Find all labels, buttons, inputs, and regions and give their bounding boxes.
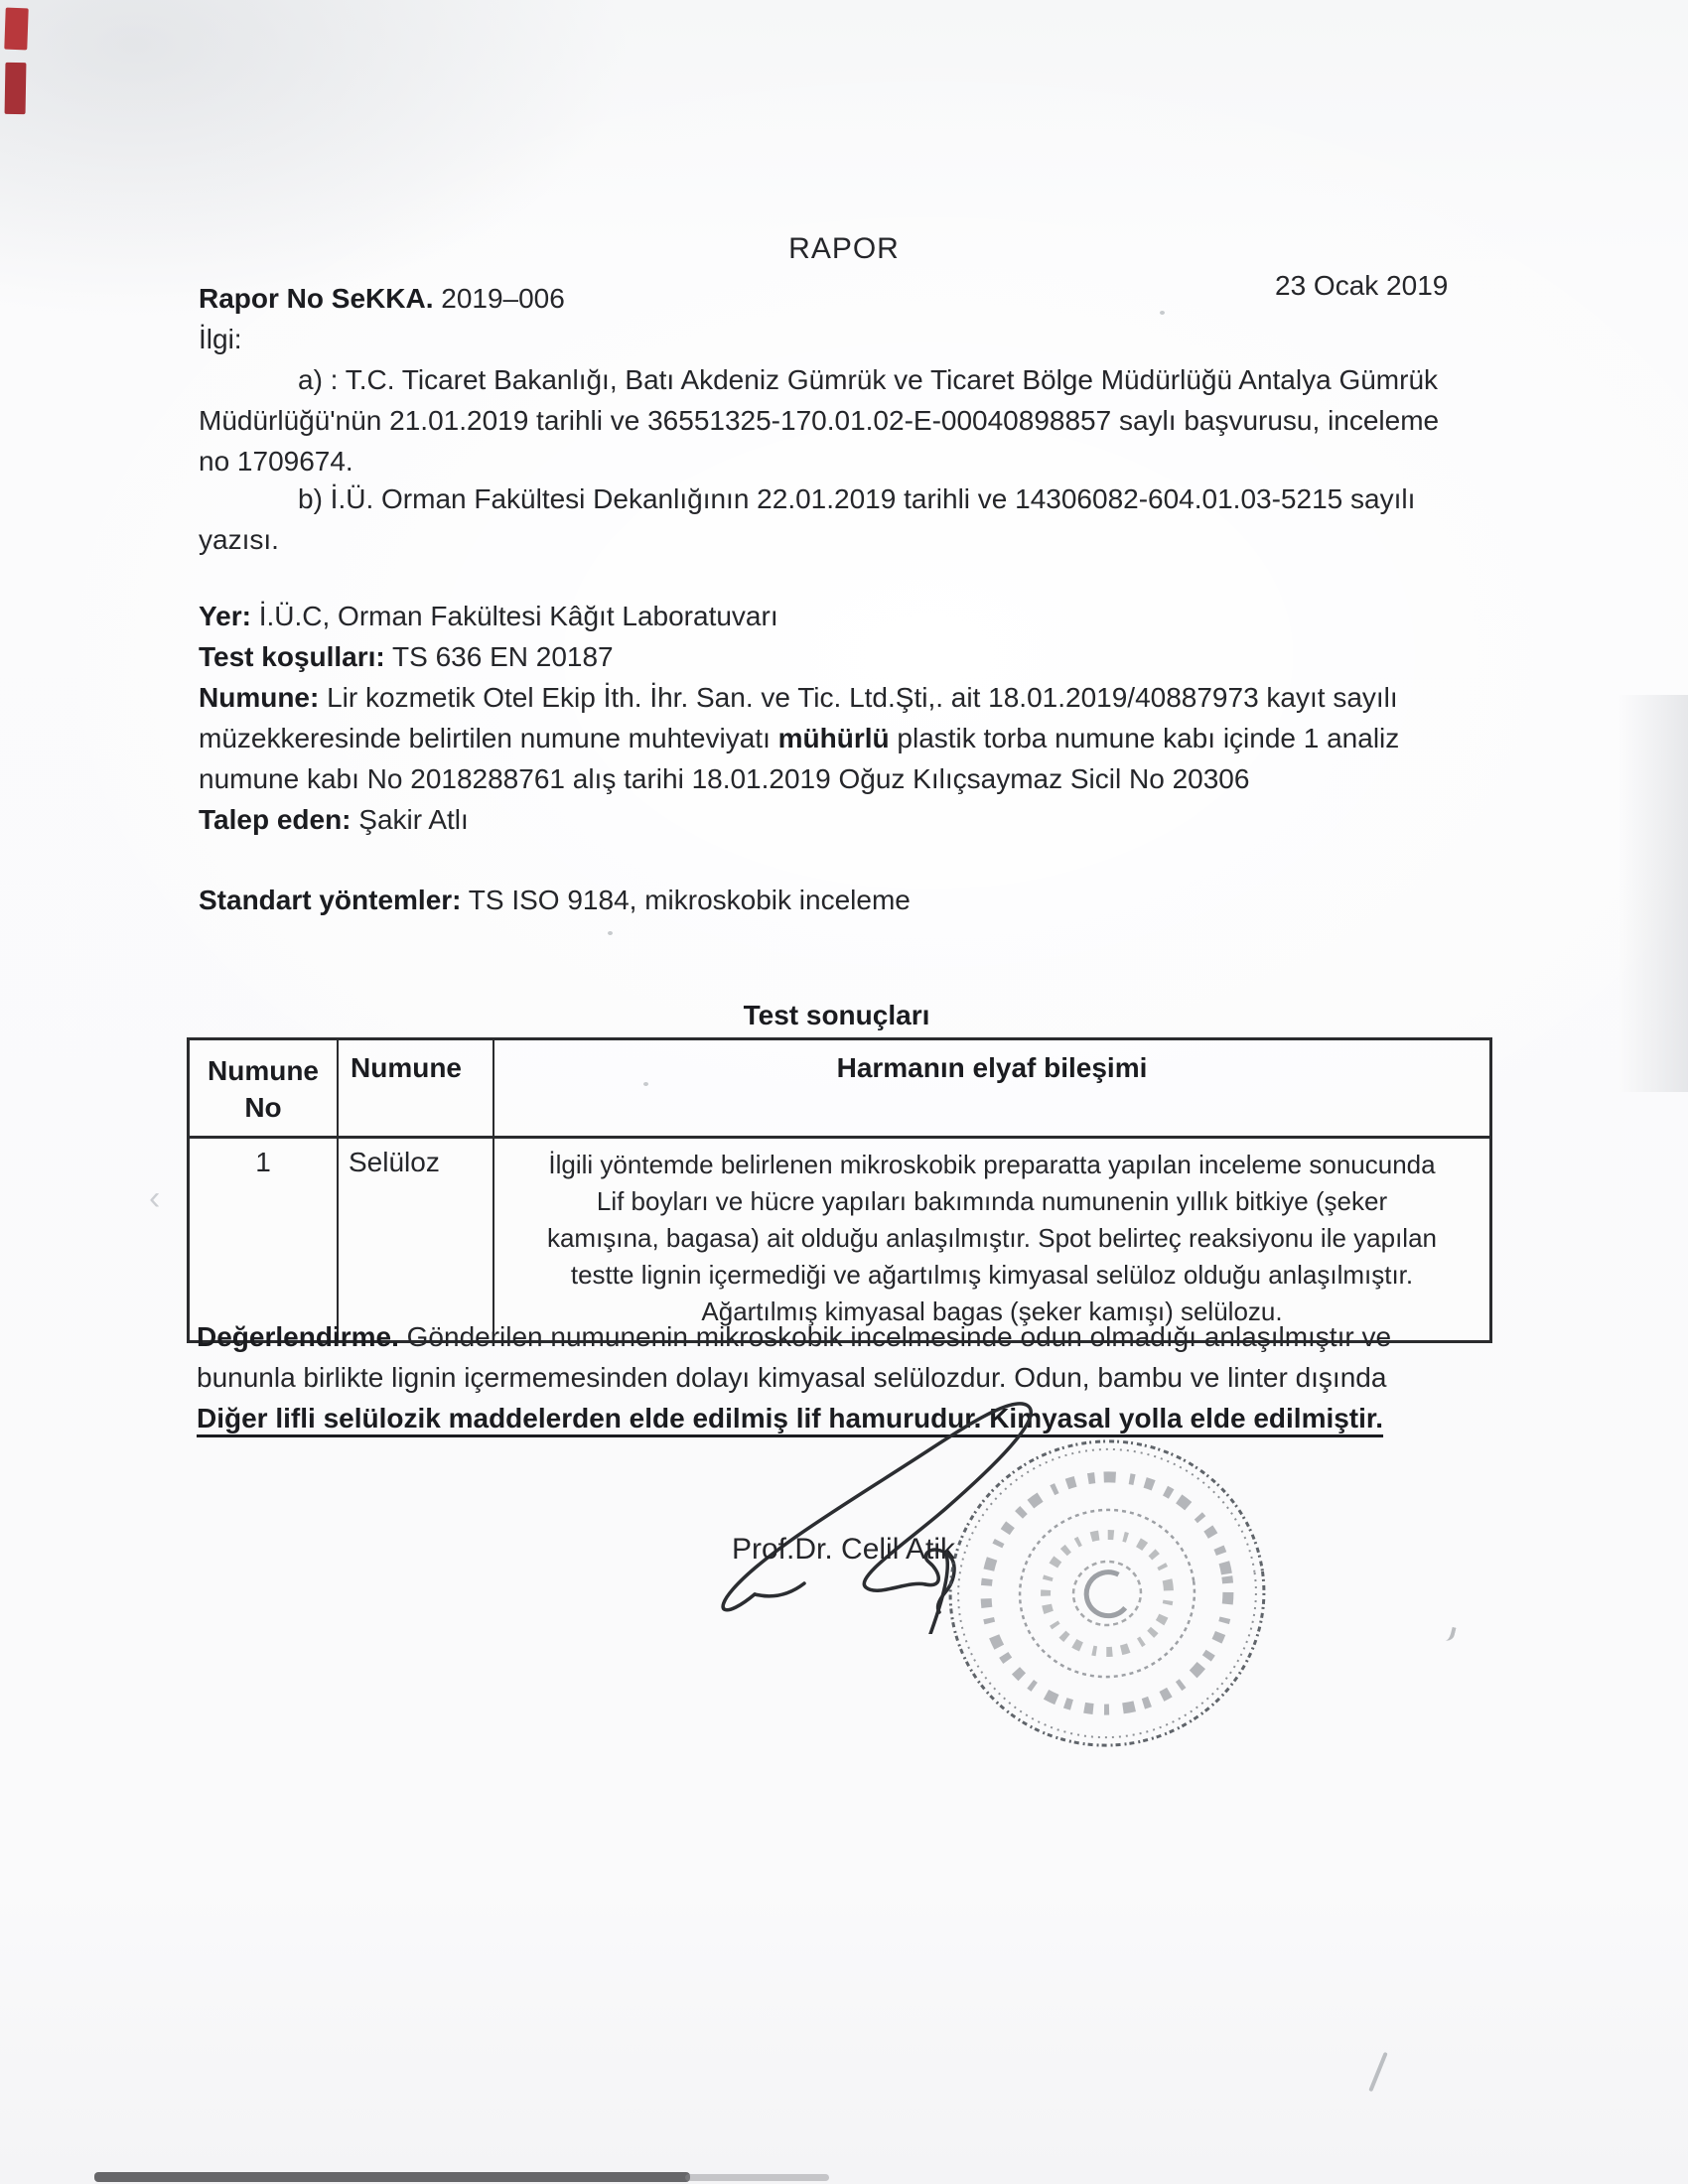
col-header-sample: Numune: [339, 1040, 494, 1136]
scan-edge-red-mark: [5, 63, 27, 114]
place-label: Yer:: [199, 601, 251, 631]
evaluation-line1-rest: Gönderilen numunenin mikroskobik incelmesinde odun olmadığı anlaşılmıştır ve: [398, 1321, 1392, 1352]
scanner-edge-streak: [94, 2172, 690, 2182]
row-sample-no: 1: [190, 1139, 339, 1340]
sample-line2: [199, 718, 1399, 758]
evaluation-label: Değerlendirme.: [197, 1321, 399, 1352]
report-number-line: [199, 278, 565, 319]
reference-b-line1: b) İ.Ü. Orman Fakültesi Dekanlığının 22.01.2019 tarihli ve 14306082-604.01.03-5215 sayılı: [298, 483, 1416, 514]
standard-methods-value: TS ISO 9184, mikroskobik inceleme: [461, 885, 911, 915]
reference-a-line3: no 1709674.: [199, 446, 353, 477]
report-date: 23 Ocak 2019: [1275, 270, 1449, 301]
evaluation-conclusion: Diğer lifli selülozik maddelerden elde edilmiş lif hamurudur. Kimyasal yolla elde edilmiştir.: [197, 1403, 1384, 1433]
table-row: [190, 1139, 1489, 1340]
test-conditions-line: [199, 636, 614, 677]
scan-edge-shading: [1618, 695, 1688, 1092]
report-number-label: Rapor No SeKKA.: [199, 283, 434, 314]
col-header-fiber-composition: Harmanın elyaf bileşimi: [836, 1052, 1148, 1083]
row-fiber-composition: İlgili yöntemde belirlenen mikroskobik preparatta yapılan inceleme sonucunda Lif boyları ve hücre yapıları bakımında numunenin yıllık bitkiye (şeker kamışına, bagasa) ait olduğu anlaşılmıştır. Spot belirteç reaksiyonu ile yapılan testte lignin içermediği ve ağartılmış kimyasal selüloz olduğu anlaşılmıştır. Ağartılmış kimyasal bagas (şeker kamışı) selülozu.: [546, 1150, 1438, 1326]
page-title: RAPOR: [788, 232, 900, 265]
sample-label: Numune:: [199, 682, 320, 713]
sample-line2-post: plastik torba numune kabı içinde 1 analiz: [889, 723, 1400, 753]
scan-speck: [608, 931, 613, 935]
reference-a: [199, 359, 1439, 481]
place-line: [199, 596, 778, 636]
reference-a-line2: Müdürlüğü'nün 21.01.2019 tarihli ve 36551325-170.01.02-E-00040898857 saylı başvurusu, inceleme: [199, 405, 1440, 436]
evaluation-line1: [197, 1316, 1391, 1357]
report-number-value: 2019–006: [433, 283, 565, 314]
standard-methods-label: Standart yöntemler:: [199, 885, 462, 915]
scanner-edge-streak: [685, 2174, 829, 2181]
sample-line1: [199, 677, 1399, 718]
circular-ink-seal-icon: [938, 1430, 1276, 1757]
requester-line: [199, 799, 469, 840]
reference-a-line1: a) : T.C. Ticaret Bakanlığı, Batı Akdeniz Gümrük ve Ticaret Bölge Müdürlüğü Antalya Gümrük: [298, 364, 1439, 395]
reference-b-line2: yazısı.: [199, 524, 279, 555]
standard-methods-line: [199, 880, 911, 920]
sample-line2-pre: müzekkeresinde belirtilen numune muhteviyatı: [199, 723, 778, 753]
row-sample-name: Selüloz: [339, 1139, 494, 1340]
ink-smudge-mark: [1440, 1625, 1456, 1643]
pencil-slash-mark: [1368, 2052, 1387, 2092]
scan-speck: [1160, 311, 1165, 315]
pencil-scribble-mark: ‹: [149, 1179, 161, 1217]
place-value: İ.Ü.C, Orman Fakültesi Kâğıt Laboratuvarı: [250, 601, 778, 631]
ilgi-label: İlgi:: [199, 324, 242, 354]
sample-line2-bold: mühürlü: [777, 723, 890, 753]
results-table-header-row: [190, 1040, 1489, 1139]
scan-edge-red-mark: [4, 8, 28, 51]
sample-paragraph: [199, 677, 1399, 799]
signer-name: Prof.Dr. Celil Atik: [732, 1533, 956, 1566]
test-conditions-label: Test koşulları:: [199, 641, 385, 672]
sample-line3: numune kabı No 2018288761 alış tarihi 18.01.2019 Oğuz Kılıçsaymaz Sicil No 20306: [199, 763, 1250, 794]
results-table: [187, 1037, 1492, 1343]
evaluation-line2: bununla birlikte lignin içermemesinden dolayı kimyasal selülozdur. Odun, bambu ve linter dışında: [197, 1362, 1387, 1393]
scan-speck: [643, 1082, 648, 1086]
sample-line1-rest: Lir kozmetik Otel Ekip İth. İhr. San. ve Tic. Ltd.Şti,. ait 18.01.2019/40887973 kayıt sayılı: [319, 682, 1398, 713]
reference-heading: [199, 319, 242, 359]
requester-value: Şakir Atlı: [351, 804, 469, 835]
requester-label: Talep eden:: [199, 804, 352, 835]
reference-b: [199, 478, 1415, 560]
results-section-title: Test sonuçları: [743, 1000, 930, 1030]
col-header-sample-no: Numune No: [190, 1040, 339, 1136]
test-conditions-value: TS 636 EN 20187: [384, 641, 614, 672]
